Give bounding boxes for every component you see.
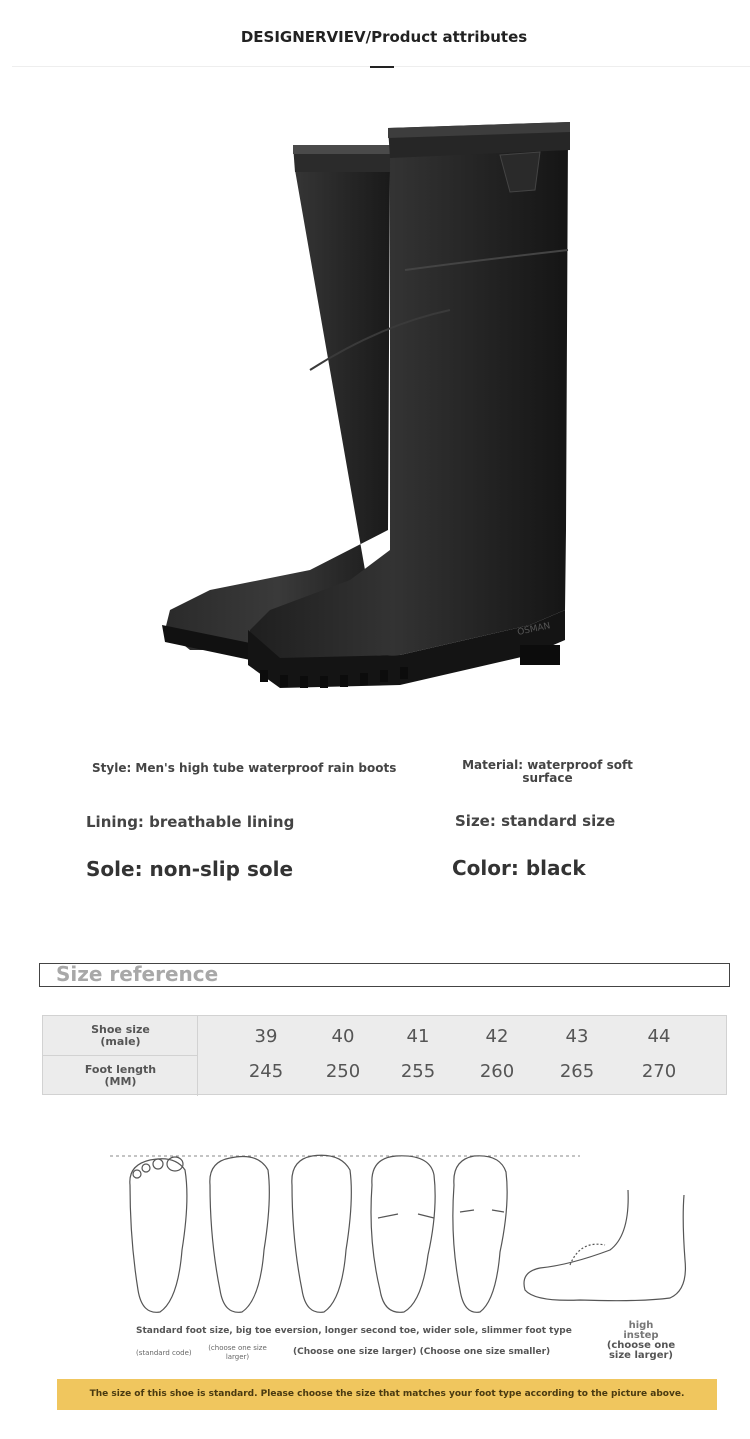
page-title: DESIGNERVIEV/Product attributes xyxy=(240,28,528,46)
choose-larger-note xyxy=(200,1344,275,1362)
size-table-header-divider xyxy=(43,1055,198,1056)
size-reference-title: Size reference xyxy=(56,962,219,986)
size-table xyxy=(42,1015,727,1095)
shoe-size-sublabel: (male) xyxy=(100,1035,141,1048)
foot-length-cell: 245 xyxy=(248,1061,284,1082)
attr-sole: Sole: non-slip sole xyxy=(86,857,294,881)
attr-material xyxy=(440,759,655,785)
shoe-size-cell: 44 xyxy=(647,1026,671,1047)
boot-brand-text: OSMAN xyxy=(516,621,552,638)
attr-size: Size: standard size xyxy=(455,812,616,830)
shoe-size-cell: 41 xyxy=(406,1026,430,1047)
instep-line-3: (choose one xyxy=(606,1340,676,1351)
wide-sole-foot-icon xyxy=(371,1156,435,1312)
width-arrows-icon xyxy=(378,1214,434,1218)
shoe-size-cell: 40 xyxy=(331,1026,355,1047)
front-boot xyxy=(248,122,570,688)
standard-foot-icon xyxy=(130,1159,187,1313)
rain-boots-image xyxy=(150,110,590,710)
shoe-size-cell: 39 xyxy=(254,1026,278,1047)
attr-lining: Lining: breathable lining xyxy=(86,813,295,831)
toes-icon xyxy=(133,1157,183,1178)
attr-style: Style: Men's high tube waterproof rain boots xyxy=(92,761,397,775)
choose-larger-line-1: (choose one size xyxy=(208,1344,267,1352)
size-advice-text: The size of this shoe is standard. Please choose the size that matches your foot type according to the picture above. xyxy=(89,1389,685,1399)
shoe-size-label: Shoe size xyxy=(91,1023,150,1036)
header-accent-bar xyxy=(370,66,394,68)
attr-material-line-2: surface xyxy=(522,771,573,785)
choose-size-note: (Choose one size larger) (Choose one size smaller) xyxy=(293,1347,551,1357)
shoe-size-header xyxy=(43,1024,198,1048)
foot-length-label: Foot length xyxy=(84,1063,157,1076)
foot-length-cell: 255 xyxy=(400,1061,436,1082)
foot-length-header xyxy=(43,1064,198,1088)
instep-line-2: instep xyxy=(623,1330,659,1341)
instep-line-4: size larger) xyxy=(608,1350,673,1361)
shoe-size-cell: 43 xyxy=(565,1026,589,1047)
attr-color: Color: black xyxy=(452,856,586,880)
slim-foot-icon xyxy=(453,1156,507,1313)
narrow-arrows-icon xyxy=(460,1210,504,1212)
choose-larger-line-2: larger) xyxy=(225,1353,250,1361)
foot-length-cell: 260 xyxy=(479,1061,515,1082)
long-second-toe-foot-icon xyxy=(292,1155,352,1312)
foot-types-caption: Standard foot size, big toe eversion, longer second toe, wider sole, slimmer foot type xyxy=(136,1326,572,1336)
big-toe-eversion-foot-icon xyxy=(210,1157,269,1313)
foot-length-cell: 265 xyxy=(559,1061,595,1082)
high-instep-note xyxy=(596,1321,686,1361)
attr-material-line-1: Material: waterproof soft xyxy=(462,758,633,772)
foot-type-diagram xyxy=(100,1140,740,1340)
standard-code-note: (standard code) xyxy=(136,1349,192,1357)
instep-line-1: high xyxy=(628,1320,654,1331)
foot-length-cell: 250 xyxy=(325,1061,361,1082)
shoe-size-cell: 42 xyxy=(485,1026,509,1047)
foot-length-cell: 270 xyxy=(641,1061,677,1082)
foot-length-sublabel: (MM) xyxy=(104,1075,137,1088)
